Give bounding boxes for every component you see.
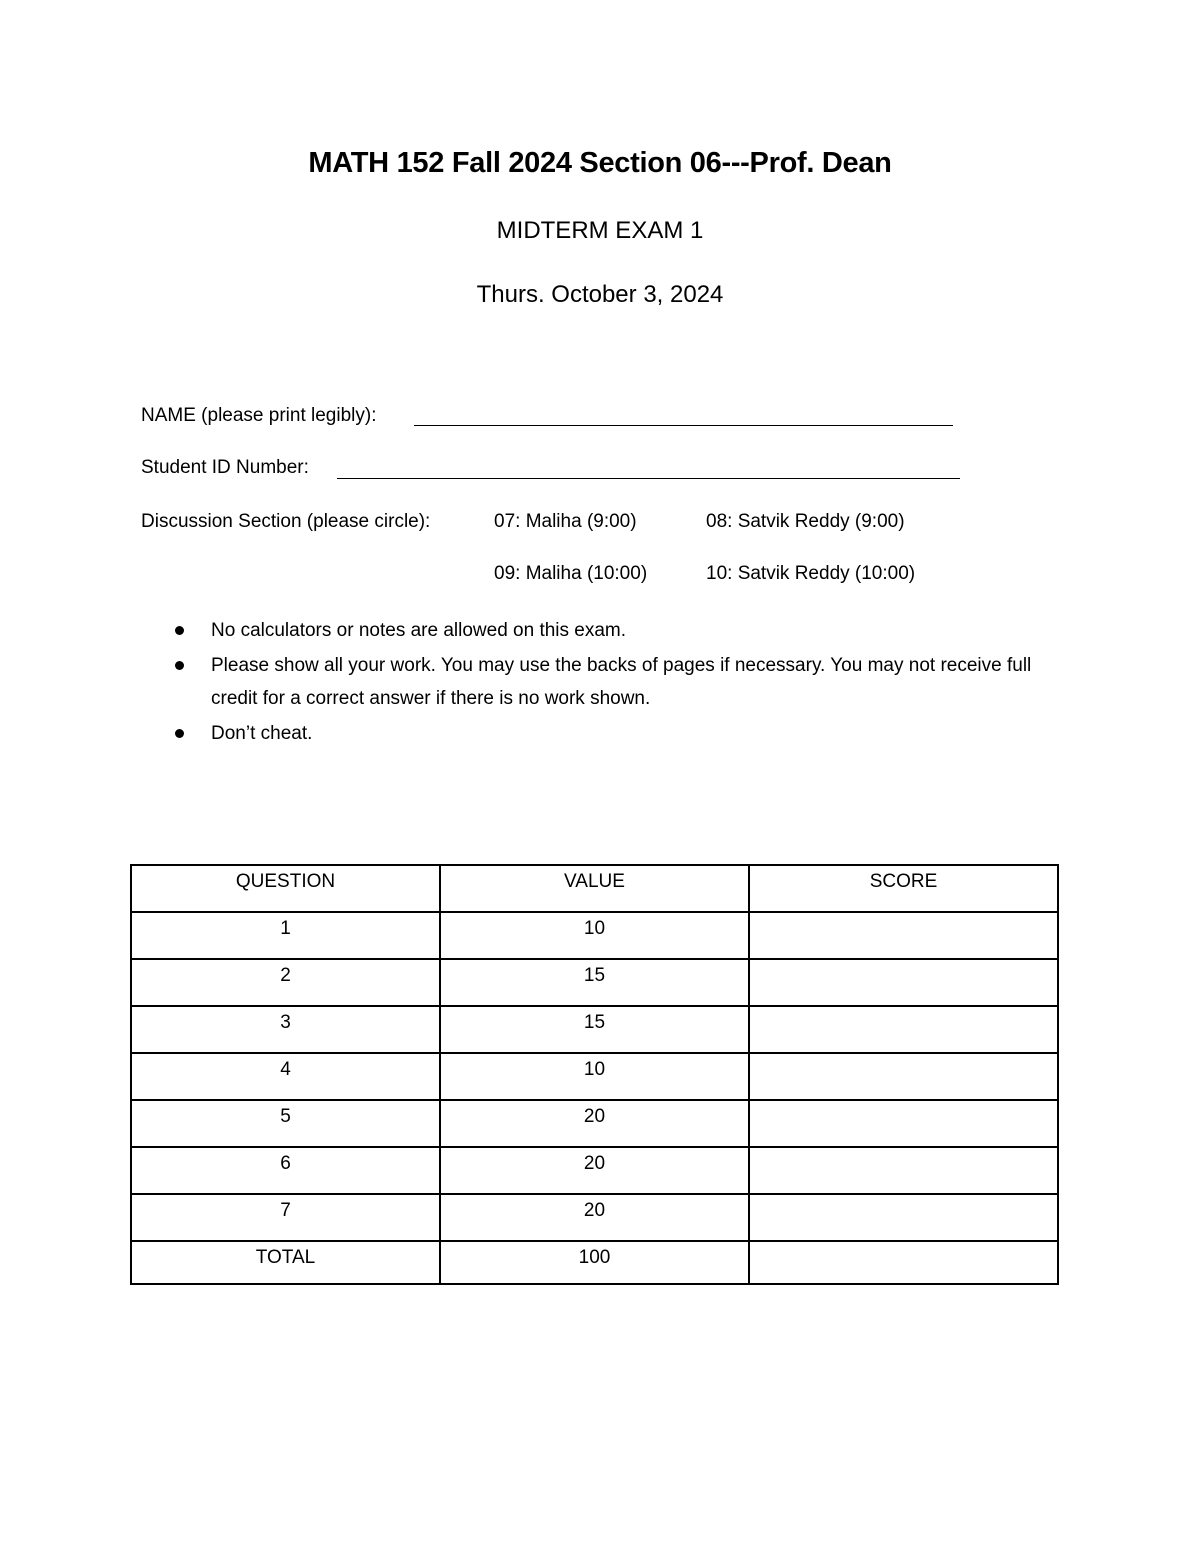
- question-cell: 4: [131, 1053, 440, 1100]
- table-row: [131, 1006, 1058, 1053]
- table-row: [131, 959, 1058, 1006]
- score-cell[interactable]: [749, 1100, 1058, 1147]
- score-table: [130, 864, 1059, 1285]
- name-field-line[interactable]: [414, 425, 953, 426]
- rule-text: Don’t cheat.: [211, 723, 313, 744]
- score-cell[interactable]: [749, 912, 1058, 959]
- value-cell: 20: [440, 1100, 749, 1147]
- discussion-option-07[interactable]: 07: Maliha (9:00): [494, 511, 637, 532]
- rule-text: No calculators or notes are allowed on this exam.: [211, 620, 627, 641]
- value-cell: 20: [440, 1194, 749, 1241]
- column-header-question: QUESTION: [131, 865, 440, 912]
- exam-date: Thurs. October 3, 2024: [476, 281, 724, 308]
- table-row: [131, 1147, 1058, 1194]
- student-id-field-line[interactable]: [337, 478, 960, 479]
- table-row: [131, 1053, 1058, 1100]
- column-header-score: SCORE: [749, 865, 1058, 912]
- bullet-icon: [175, 626, 184, 635]
- rule-text: Please show all your work. You may use the backs of pages if necessary. You may not receive full credit for a correct answer if there is no work shown.: [211, 655, 1032, 709]
- exam-subtitle: MIDTERM EXAM 1: [496, 217, 704, 244]
- discussion-option-10[interactable]: 10: Satvik Reddy (10:00): [706, 563, 916, 584]
- discussion-option-08[interactable]: 08: Satvik Reddy (9:00): [706, 511, 905, 532]
- total-value-cell: 100: [440, 1241, 749, 1284]
- score-cell[interactable]: [749, 1194, 1058, 1241]
- table-total-row: [131, 1241, 1058, 1284]
- discussion-section-label: Discussion Section (please circle):: [141, 511, 431, 532]
- value-cell: 10: [440, 912, 749, 959]
- question-cell: 5: [131, 1100, 440, 1147]
- exam-rules-list: [141, 614, 1041, 752]
- rule-item: [141, 614, 1041, 647]
- question-cell: 3: [131, 1006, 440, 1053]
- question-cell: 1: [131, 912, 440, 959]
- score-cell[interactable]: [749, 1147, 1058, 1194]
- table-row: [131, 1100, 1058, 1147]
- rule-item: [141, 717, 1041, 750]
- name-field-label: NAME (please print legibly):: [141, 405, 377, 426]
- score-cell[interactable]: [749, 1006, 1058, 1053]
- value-cell: 20: [440, 1147, 749, 1194]
- value-cell: 10: [440, 1053, 749, 1100]
- score-cell[interactable]: [749, 1053, 1058, 1100]
- table-header-row: [131, 865, 1058, 912]
- table-row: [131, 1194, 1058, 1241]
- score-cell[interactable]: [749, 959, 1058, 1006]
- exam-title: MATH 152 Fall 2024 Section 06---Prof. Dean: [308, 147, 892, 179]
- value-cell: 15: [440, 959, 749, 1006]
- table-row: [131, 912, 1058, 959]
- question-cell: 2: [131, 959, 440, 1006]
- total-label-cell: TOTAL: [131, 1241, 440, 1284]
- value-cell: 15: [440, 1006, 749, 1053]
- discussion-option-09[interactable]: 09: Maliha (10:00): [494, 563, 648, 584]
- total-score-cell[interactable]: [749, 1241, 1058, 1284]
- bullet-icon: [175, 661, 184, 670]
- question-cell: 6: [131, 1147, 440, 1194]
- bullet-icon: [175, 729, 184, 738]
- column-header-value: VALUE: [440, 865, 749, 912]
- question-cell: 7: [131, 1194, 440, 1241]
- student-id-field-label: Student ID Number:: [141, 457, 309, 478]
- rule-item: [141, 649, 1041, 715]
